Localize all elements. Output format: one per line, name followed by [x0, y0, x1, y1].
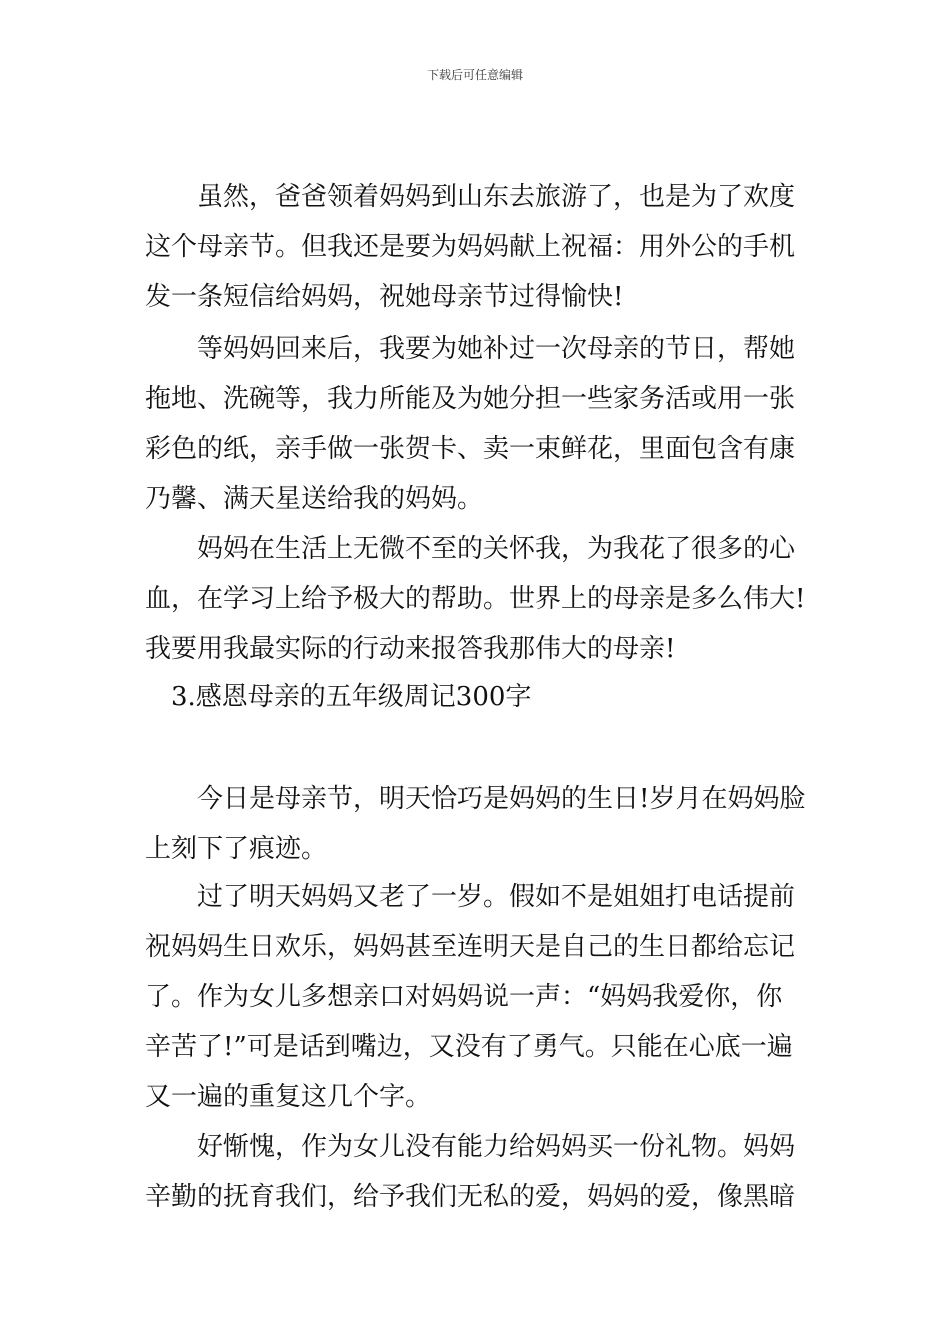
text-line: 好惭愧，作为女儿没有能力给妈妈买一份礼物。妈妈 — [197, 1132, 796, 1162]
text-line: 祝妈妈生日欢乐，妈妈甚至连明天是自己的生日都给忘记 — [145, 932, 796, 962]
text-line: 辛勤的抚育我们，给予我们无私的爱，妈妈的爱，像黑暗 — [145, 1182, 796, 1212]
text-line: 过了明天妈妈又老了一岁。假如不是姐姐打电话提前 — [197, 882, 796, 912]
page-header-note: 下载后可任意编辑 — [426, 68, 523, 82]
text-line: 又一遍的重复这几个字。 — [145, 1082, 432, 1112]
text-line: 发一条短信给妈妈，祝她母亲节过得愉快! — [145, 282, 624, 312]
text-line: 彩色的纸，亲手做一张贺卡、卖一束鲜花，里面包含有康 — [145, 434, 796, 464]
text-line: 虽然，爸爸领着妈妈到山东去旅游了，也是为了欢度 — [197, 182, 796, 212]
text-line: 等妈妈回来后，我要为她补过一次母亲的节日，帮她 — [197, 334, 796, 364]
text-line: 上刻下了痕迹。 — [145, 834, 328, 864]
text-line: 今日是母亲节，明天恰巧是妈妈的生日!岁月在妈妈脸 — [197, 784, 806, 814]
text-line: 拖地、洗碗等，我力所能及为她分担一些家务活或用一张 — [145, 384, 796, 414]
text-line: 妈妈在生活上无微不至的关怀我，为我花了很多的心 — [197, 534, 796, 564]
text-line: 乃馨、满天星送给我的妈妈。 — [145, 484, 484, 514]
text-line: 这个母亲节。但我还是要为妈妈献上祝福：用外公的手机 — [145, 232, 796, 262]
text-line: 血，在学习上给予极大的帮助。世界上的母亲是多么伟大! — [145, 584, 806, 614]
text-line: 了。作为女儿多想亲口对妈妈说一声：“妈妈我爱你，你 — [145, 982, 783, 1012]
text-line: 我要用我最实际的行动来报答我那伟大的母亲! — [145, 634, 676, 664]
section-heading: 3.感恩母亲的五年级周记300字 — [171, 682, 532, 712]
text-line: 辛苦了!”可是话到嘴边，又没有了勇气。只能在心底一遍 — [145, 1032, 793, 1062]
